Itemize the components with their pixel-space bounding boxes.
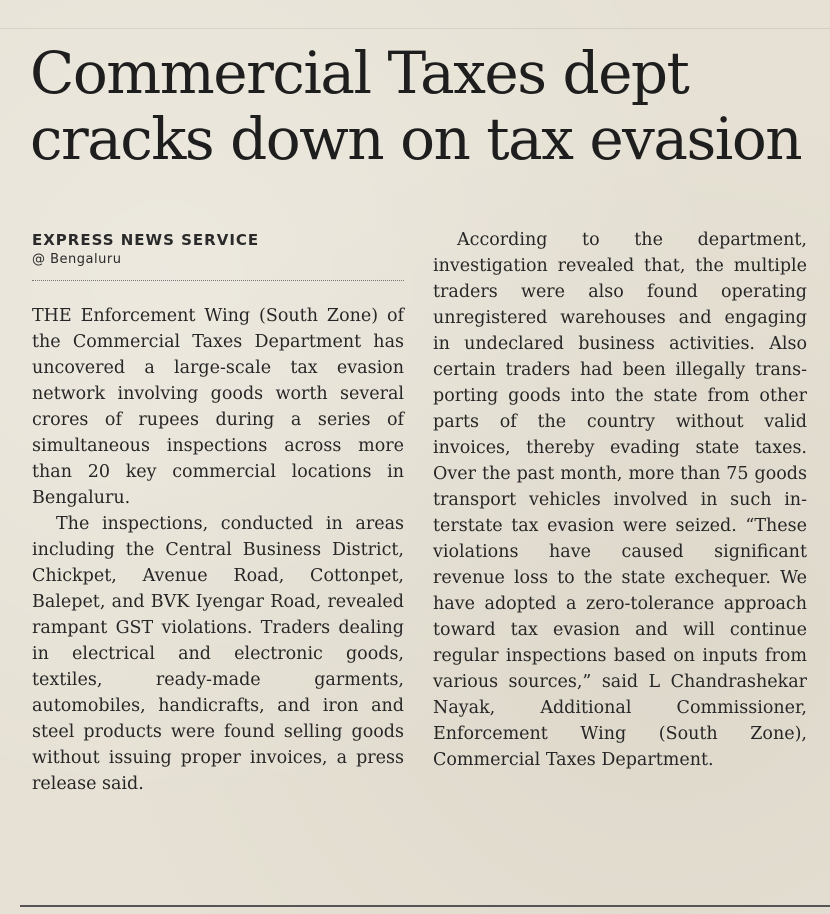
- left-paragraph-2: The inspections, conducted in areas including the Central Business District, Chickpet, Avenue Road, Cottonpet, Balepet, and BVK Iyengar Road, revealed rampant GST violations. Traders dealing in electrical and electronic goods, textiles, ready-made garments, automobiles, handicrafts, and iron and steel products were found selling goods without issuing proper invoices, a press release said.: [32, 514, 404, 794]
- byline-divider: [32, 280, 404, 281]
- bottom-divider: [20, 905, 830, 907]
- headline-line-1: Commercial Taxes dept: [30, 39, 689, 107]
- headline-line-2: cracks down on tax evasion: [30, 105, 802, 173]
- article-column-left: [32, 303, 404, 797]
- right-paragraph-1: According to the department, investigation revealed that, the multiple traders were also found operating unregistered warehouses and engaging in undeclared business activities. Also certain traders had been illegally transporting goods into the state from other parts of the country without valid invoices, thereby evading state taxes. Over the past month, more than 75 goods transport vehicles involved in such interstate tax evasion were seized. “These violations have caused significant revenue loss to the state exchequer. We have adopted a zero-tolerance approach toward tax evasion and will continue regular inspections based on inputs from various sources,” said L Chandrashekar Nayak, Additional Commissioner, Enforcement Wing (South Zone), Commercial Taxes Department.: [433, 230, 807, 770]
- headline: [30, 40, 820, 172]
- left-paragraph-1: THE Enforcement Wing (South Zone) of the Commercial Taxes Department has uncovered a large-scale tax evasion network involving goods worth several crores of rupees during a series of simultaneous inspections across more than 20 key commercial locations in Bengaluru.: [32, 306, 404, 508]
- top-divider: [0, 28, 830, 29]
- byline: [32, 230, 404, 270]
- article-column-right: [433, 227, 807, 773]
- byline-service: EXPRESS NEWS SERVICE: [32, 231, 260, 249]
- byline-location: @ Bengaluru: [32, 252, 122, 267]
